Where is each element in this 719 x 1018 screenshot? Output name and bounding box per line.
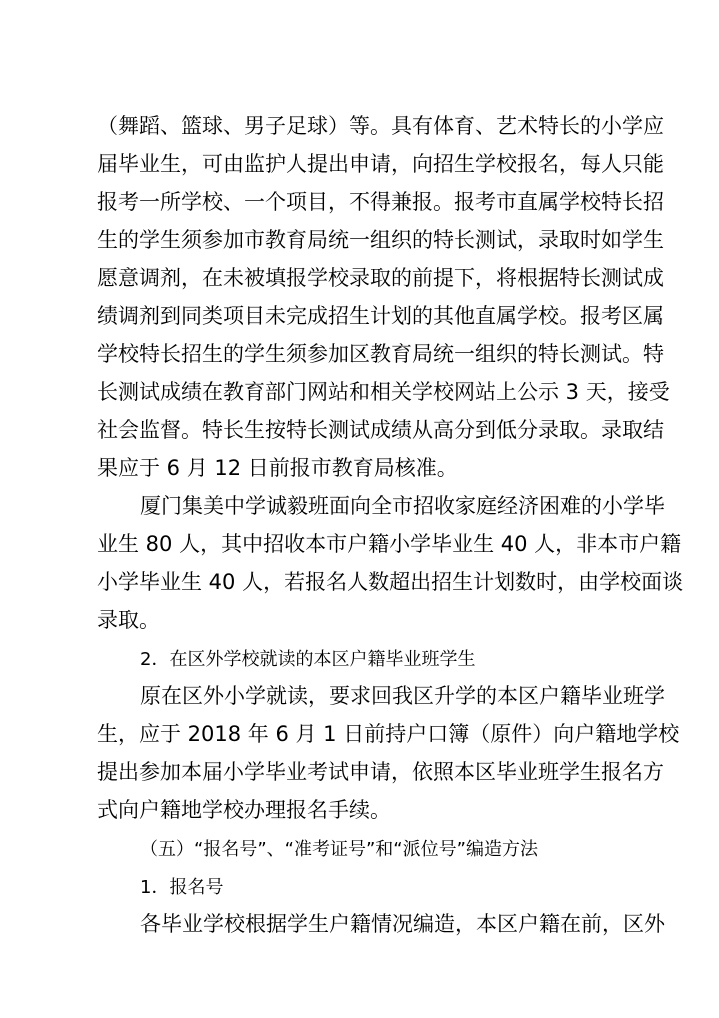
- paragraph-line: 小学毕业生 40 人，若报名人数超出招生计划数时，由学校面谈: [97, 570, 684, 594]
- paragraph-line: 社会监督。特长生按特长测试成绩从高分到低分录取。录取结: [97, 418, 664, 442]
- paragraph-line: 愿意调剂，在未被填报学校录取的前提下，将根据特长测试成: [97, 266, 664, 290]
- paragraph-line: 报考一所学校、一个项目，不得兼报。报考市直属学校特长招: [97, 190, 664, 214]
- section-heading: （五）“报名号”、“准考证号”和“派位号”编造方法: [140, 839, 538, 860]
- paragraph-line: 录取。: [97, 608, 160, 632]
- paragraph-line: 原在区外小学就读，要求回我区升学的本区户籍毕业班学: [140, 684, 665, 708]
- paragraph-line: 绩调剂到同类项目未完成招生计划的其他直属学校。报考区属: [97, 304, 664, 328]
- paragraph-line: （舞蹈、篮球、男子足球）等。具有体育、艺术特长的小学应: [97, 114, 664, 138]
- paragraph-line: 生，应于 2018 年 6 月 1 日前持户口簿（原件）向户籍地学校: [97, 722, 680, 746]
- paragraph-line: 式向户籍地学校办理报名手续。: [97, 798, 391, 822]
- paragraph-line: 果应于 6 月 12 日前报市教育局核准。: [97, 456, 458, 480]
- paragraph-line: 厦门集美中学诚毅班面向全市招收家庭经济困难的小学毕: [140, 494, 665, 518]
- paragraph-line: 提出参加本届小学毕业考试申请，依照本区毕业班学生报名方: [97, 760, 664, 784]
- paragraph-line: 各毕业学校根据学生户籍情况编造，本区户籍在前，区外: [140, 912, 665, 936]
- paragraph-line: 业生 80 人，其中招收本市户籍小学毕业生 40 人，非本市户籍: [97, 532, 682, 556]
- section-heading: 1．报名号: [140, 877, 224, 898]
- paragraph-line: 生的学生须参加市教育局统一组织的特长测试，录取时如学生: [97, 228, 664, 252]
- section-heading: 2．在区外学校就读的本区户籍毕业班学生: [140, 649, 476, 670]
- paragraph-line: 长测试成绩在教育部门网站和相关学校网站上公示 3 天，接受: [97, 380, 670, 404]
- paragraph-line: 学校特长招生的学生须参加区教育局统一组织的特长测试。特: [97, 342, 664, 366]
- paragraph-line: 届毕业生，可由监护人提出申请，向招生学校报名，每人只能: [97, 152, 664, 176]
